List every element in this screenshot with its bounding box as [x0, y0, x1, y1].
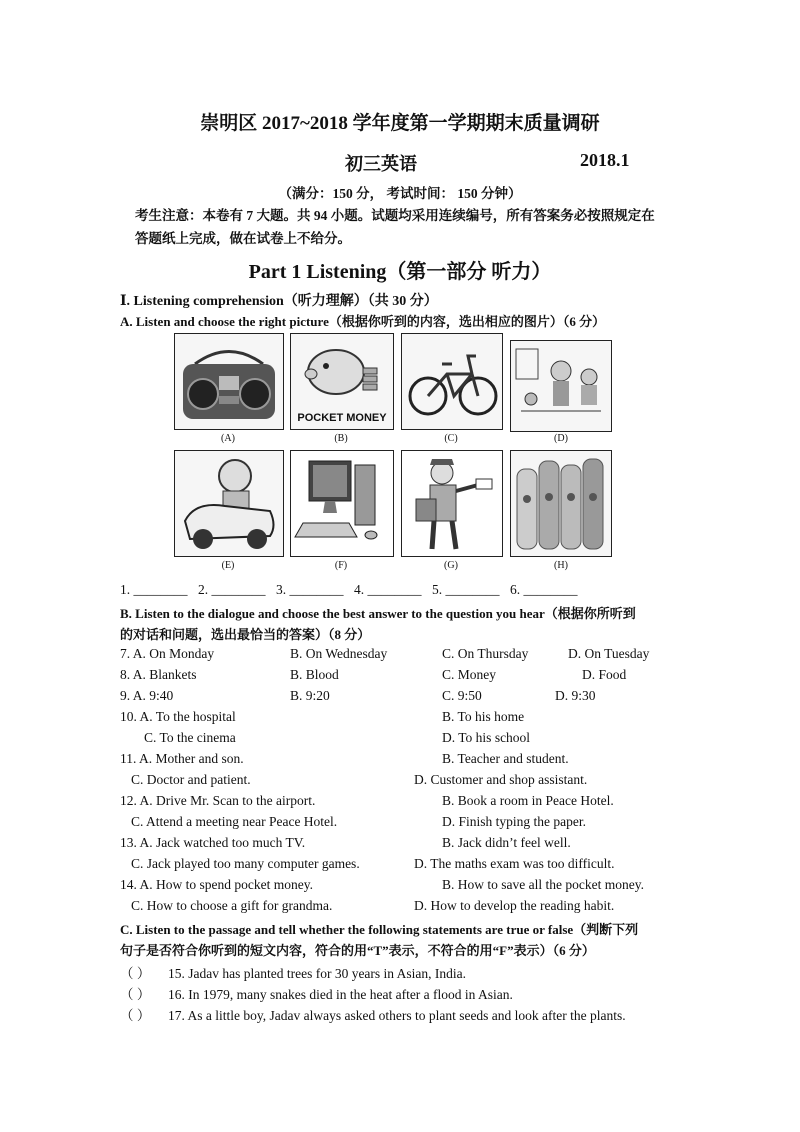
q11-option-c: C. Doctor and patient.	[131, 772, 251, 787]
postman-icon	[402, 451, 502, 556]
answer-blank-5: 5. ________	[432, 582, 500, 597]
q7-option-d: D. On Tuesday	[568, 646, 650, 661]
answer-paren: （ ）	[120, 966, 151, 981]
answer-blank-1: 1. ________	[120, 582, 188, 597]
answer-blank-2: 2. ________	[198, 582, 266, 597]
q12-option-c: C. Attend a meeting near Peace Hotel.	[131, 814, 338, 829]
q8-option-a: 8. A. Blankets	[120, 667, 197, 682]
q12-option-a: 12. A. Drive Mr. Scan to the airport.	[120, 793, 316, 808]
race-car-driver-icon	[175, 451, 283, 556]
q8-option-d: D. Food	[582, 667, 627, 682]
score-time-info: （满分：150 分， 考试时间： 150 分钟）	[278, 186, 522, 201]
picture-b	[290, 333, 394, 430]
q12-option-b: B. Book a room in Peace Hotel.	[442, 793, 614, 808]
picture-f-label: (F)	[334, 560, 348, 571]
statement-text: 17. As a little boy, Jadav always asked others to plant seeds and look after the plants.	[168, 1008, 626, 1023]
q10-option-b: B. To his home	[442, 709, 525, 724]
picture-d	[510, 340, 612, 432]
q7-option-b: B. On Wednesday	[290, 646, 388, 661]
tf-item-16	[120, 983, 513, 1003]
q9-option-d: D. 9:30	[555, 688, 596, 703]
q14-option-c: C. How to choose a gift for grandma.	[131, 898, 333, 913]
q10-option-c: C. To the cinema	[144, 730, 236, 745]
subject-title: 初三英语	[345, 154, 417, 174]
tf-item-15	[120, 962, 466, 982]
q13-option-a: 13. A. Jack watched too much TV.	[120, 835, 306, 850]
computer-icon	[291, 451, 393, 556]
answer-blank-4: 4. ________	[354, 582, 422, 597]
picture-c-label: (C)	[444, 433, 458, 444]
pocket-money-caption: POCKET MONEY	[297, 412, 387, 424]
cartoon-scene-icon	[511, 341, 611, 431]
q14-option-d: D. How to develop the reading habit.	[414, 898, 615, 913]
picture-a-label: (A)	[221, 433, 235, 444]
q13-option-d: D. The maths exam was too difficult.	[414, 856, 615, 871]
picture-d-label: (D)	[554, 433, 568, 444]
statement-text: 16. In 1979, many snakes died in the heat after a flood in Asian.	[168, 987, 513, 1002]
picture-a	[174, 333, 284, 430]
q10-option-a: 10. A. To the hospital	[120, 709, 236, 724]
q14-option-a: 14. A. How to spend pocket money.	[120, 877, 313, 892]
notice-line-1: 考生注意：本卷有 7 大题。共 94 小题。试题均采用连续编号，所有答案务必按照规定在	[135, 208, 655, 223]
q9-option-a: 9. A. 9:40	[120, 688, 174, 703]
picture-f	[290, 450, 394, 557]
piggy-bank-icon	[291, 334, 393, 429]
q11-option-b: B. Teacher and student.	[442, 751, 569, 766]
bottles-icon	[511, 451, 611, 556]
q7-option-c: C. On Thursday	[442, 646, 529, 661]
q11-option-d: D. Customer and shop assistant.	[414, 772, 588, 787]
answer-paren: （ ）	[120, 1008, 151, 1023]
q9-option-b: B. 9:20	[290, 688, 330, 703]
statement-text: 15. Jadav has planted trees for 30 years in Asian, India.	[168, 966, 467, 981]
q11-option-a: 11. A. Mother and son.	[120, 751, 244, 766]
q9-option-c: C. 9:50	[442, 688, 482, 703]
picture-h-label: (H)	[554, 560, 568, 571]
exam-notice	[135, 204, 675, 250]
picture-g-label: (G)	[444, 560, 458, 571]
q14-option-b: B. How to save all the pocket money.	[442, 877, 644, 892]
picture-b-label: (B)	[334, 433, 348, 444]
picture-e	[174, 450, 284, 557]
answer-blank-3: 3. ________	[276, 582, 344, 597]
exam-title: 崇明区 2017~2018 学年度第一学期期末质量调研	[200, 113, 600, 134]
q13-option-c: C. Jack played too many computer games.	[131, 856, 360, 871]
tf-item-17	[120, 1004, 626, 1024]
picture-h	[510, 450, 612, 557]
section-1-title: Ⅰ. Listening comprehension（听力理解）（共 30 分）	[120, 294, 438, 309]
bicycle-icon	[402, 334, 502, 429]
q12-option-d: D. Finish typing the paper.	[442, 814, 586, 829]
q8-option-b: B. Blood	[290, 667, 339, 682]
picture-e-label: (E)	[221, 560, 235, 571]
q7-option-a: 7. A. On Monday	[120, 646, 215, 661]
section-b-title-line-1: B. Listen to the dialogue and choose the best answer to the question you hear（根据你所听到	[120, 606, 636, 621]
section-c-title-line-2: 句子是否符合你听到的短文内容，符合的用“T”表示，不符合的用“F”表示）（6 分）	[120, 943, 595, 958]
q8-option-c: C. Money	[442, 667, 496, 682]
section-a-title: A. Listen and choose the right picture（根据你听到的内容，选出相应的图片）（6 分）	[120, 314, 606, 329]
section-b-title-line-2: 的对话和问题，选出最恰当的答案）（8 分）	[120, 627, 371, 642]
part-title: Part 1 Listening（第一部分 听力）	[248, 261, 552, 283]
picture-g	[401, 450, 503, 557]
section-c-title-line-1: C. Listen to the passage and tell whether the following statements are true or false（判断下列	[120, 922, 639, 937]
answer-blank-6: 6. ________	[510, 582, 578, 597]
notice-line-2: 答题纸上完成，做在试卷上不给分。	[135, 231, 351, 246]
answer-paren: （ ）	[120, 987, 151, 1002]
radio-icon	[175, 334, 283, 429]
q13-option-b: B. Jack didn’t feel well.	[442, 835, 571, 850]
q10-option-d: D. To his school	[442, 730, 531, 745]
exam-date: 2018.1	[580, 150, 630, 170]
picture-c	[401, 333, 503, 430]
